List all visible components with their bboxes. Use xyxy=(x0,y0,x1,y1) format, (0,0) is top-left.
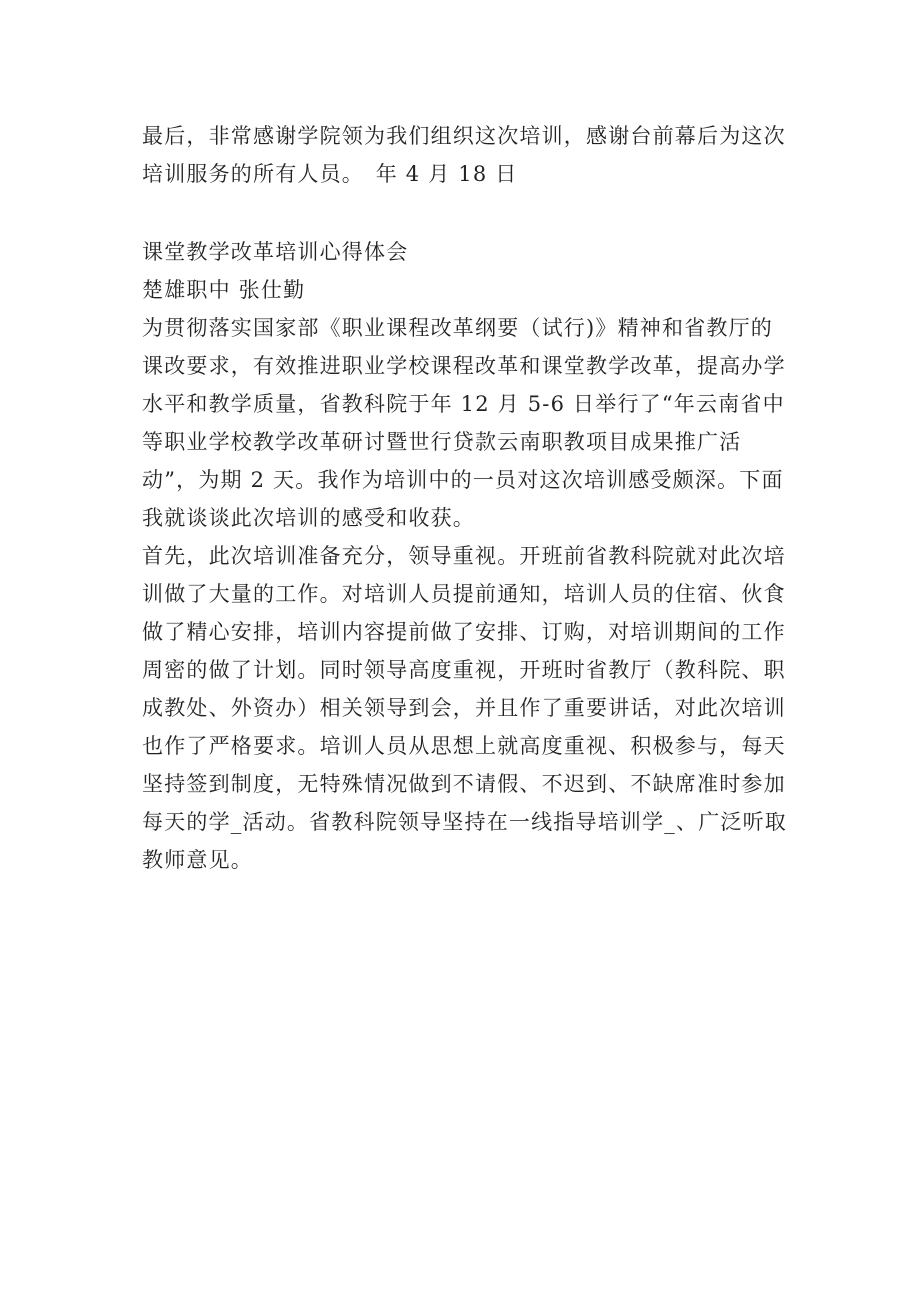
document-body xyxy=(142,117,792,879)
section-spacer xyxy=(142,193,792,233)
body-paragraph-1: 为贯彻落实国家部《职业课程改革纲要（试行)》精神和省教厅的课改要求，有效推进职业学校课程改革和课堂教学改革，提高办学水平和教学质量，省教科院于年 12 月 5-6 日举行了“年云南省中等职业学校教学改革研讨暨世行贷款云南职教项目成果推广活动”，为期 2 天。我作为培训中的一员对这次培训感受颇深。下面我就谈谈此次培训的感受和收获。 xyxy=(142,316,786,530)
document-title: 课堂教学改革培训心得体会 xyxy=(142,240,409,264)
author-line: 楚雄职中 张仕勤 xyxy=(142,278,306,302)
closing-paragraph: 最后，非常感谢学院领为我们组织这次培训，感谢台前幕后为这次培训服务的所有人员。 年 4 月 18 日 xyxy=(142,124,786,186)
body-paragraph-2: 首先，此次培训准备充分，领导重视。开班前省教科院就对此次培训做了大量的工作。对培训人员提前通知，培训人员的住宿、伙食做了精心安排，培训内容提前做了安排、订购，对培训期间的工作周密的做了计划。同时领导高度重视，开班时省教厅（教科院、职成教处、外资办）相关领导到会，并且作了重要讲话，对此次培训也作了严格要求。培训人员从思想上就高度重视、积极参与，每天坚持签到制度，无特殊情况做到不请假、不迟到、不缺席准时参加每天的学_活动。省教科院领导坚持在一线指导培训学_、广泛听取教师意见。 xyxy=(142,544,787,872)
